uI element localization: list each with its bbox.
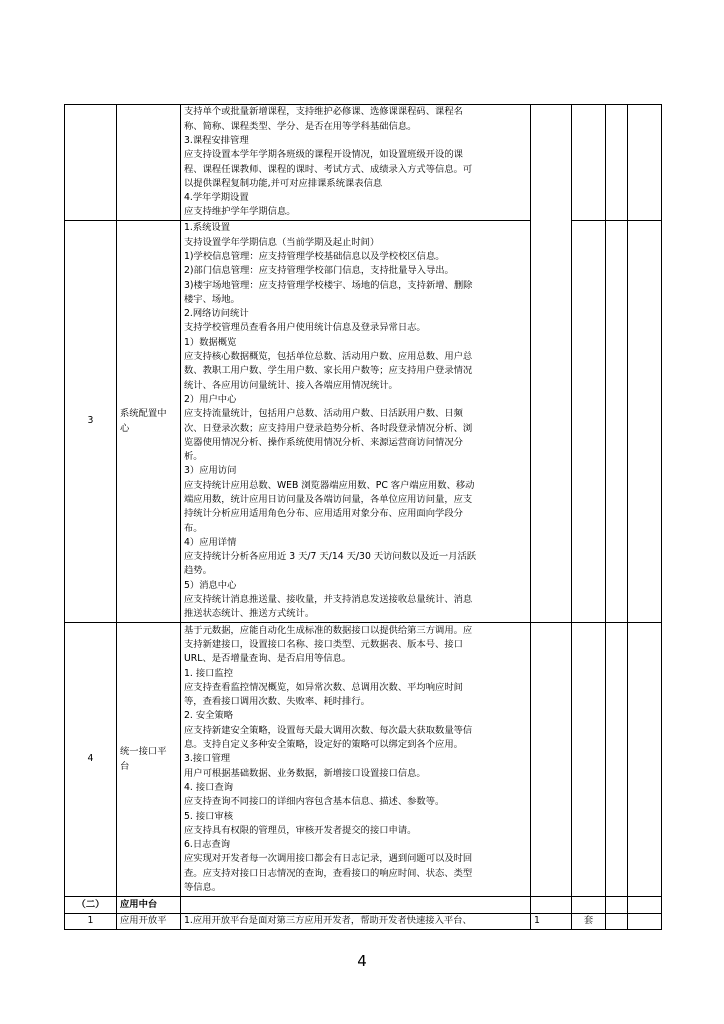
item-name-line: 心 [120,422,130,434]
description-line: 称、简称、课程类型、学分、是否在用等学科基础信息。 [184,120,417,132]
extra-cell [628,623,662,897]
description-line: 以提供课程复制功能,并可对应排课系统课表信息 [184,177,383,189]
description-line: 应支持查询不同接口的详细内容包含基本信息、描述、参数等。 [184,796,445,808]
table-row [65,221,662,623]
item-description-cell [181,221,531,623]
description-line: 4.学年学期设置 [184,192,249,204]
description-line: 览器使用情况分析、操作系统使用情况分析、来源运营商访问情况分 [184,436,463,448]
quantity-cell [531,623,572,897]
item-number-cell: 4 [65,623,117,897]
extra-cell [628,221,662,623]
description-line: 支持新建接口，设置接口名称、接口类型、元数据表、版本号、接口 [184,638,463,650]
description-line: 息。支持自定义多种安全策略，设定好的策略可以绑定到各个应用。 [184,739,463,751]
description-line: 趋势。 [184,565,212,577]
description-line: 推送状态统计、推送方式统计。 [184,608,315,620]
description-line: 应支持统计应用总数、WEB 浏览器端应用数、PC 客户端应用数、移动 [184,479,475,491]
description-line: 2）用户中心 [184,393,237,405]
unit-cell [572,221,606,623]
section-number-cell: （二） [65,897,117,914]
extra-cell [628,914,662,930]
description-line: 应支持维护学年学期信息。 [184,206,296,218]
item-description-cell [181,105,531,221]
description-line: 用户可根据基础数据、业务数据，新增接口设置接口信息。 [184,767,426,779]
extra-cell [606,914,628,930]
description-line: 端应用数，统计应用日访问量及各端访问量，各单位应用访问量，应支 [184,493,473,505]
description-line: 2.网络访问统计 [184,308,249,320]
description-line: 5）消息中心 [184,579,237,591]
description-line: 4. 接口查询 [184,781,234,793]
table-row [65,623,662,897]
item-number-cell: 1 [65,914,117,930]
empty-cell [572,897,606,914]
description-line: 支持单个或批量新增课程，支持维护必修课、选修课课程码、课程名 [184,106,463,118]
description-line: 应支持新建安全策略，设置每天最大调用次数、每次最大获取数量等信 [184,724,473,736]
description-line: 应支持统计消息推送量、接收量，并支持消息发送接收总量统计、消息 [184,594,473,606]
item-description-cell [181,623,531,897]
description-line: 4）应用详情 [184,536,237,548]
item-number-cell: 3 [65,221,117,623]
description-line: 1）数据概览 [184,336,237,348]
description-line: 数、教职工用户数、学生用户数、家长用户数等；应支持用户登录情况 [184,365,473,377]
table-row [65,105,662,221]
empty-cell [181,897,531,914]
description-line: 1.应用开放平台是面对第三方应用开发者，帮助开发者快速接入平台、 [184,915,472,927]
unit-cell [572,623,606,897]
description-line: 5. 接口审核 [184,810,234,822]
extra-cell [606,105,628,221]
description-line: 3.课程安排管理 [184,134,249,146]
description-line: 2. 安全策略 [184,710,234,722]
spec-table [64,104,662,930]
empty-cell [606,897,628,914]
description-line: 1.系统设置 [184,222,231,234]
description-line: 应支持流量统计，包括用户总数、活动用户数、日活跃用户数、日频 [184,408,463,420]
item-name-cell [117,623,181,897]
item-name-line: 统一接口平 [120,746,167,758]
description-line: 支持设置学年学期信息（当前学期及起止时间） [184,236,380,248]
description-line: 应支持设置本学年学期各班级的课程开设情况，如设置班级开设的课 [184,149,463,161]
empty-cell [628,897,662,914]
unit-cell: 套 [572,914,606,930]
extra-cell [606,623,628,897]
description-line: 析。 [184,451,203,463]
description-line: 程、课程任课教师、课程的课时、考试方式、成绩录入方式等信息。可 [184,163,473,175]
description-line: 布。 [184,522,203,534]
description-line: 1. 接口监控 [184,667,234,679]
unit-cell [572,105,606,221]
description-line: 持统计分析应用适用角色分布、应用适用对象分布、应用面向学段分 [184,508,463,520]
item-name-cell [117,105,181,221]
description-line: 2)部门信息管理：应支持管理学校部门信息，支持批量导入导出。 [184,265,454,277]
description-line: 6.日志查询 [184,839,231,851]
table-row [65,914,662,930]
description-line: 1)学校信息管理：应支持管理学校基础信息以及学校校区信息。 [184,250,445,262]
description-line: 3.接口管理 [184,753,231,765]
description-line: 等，查看接口调用次数、失败率、耗时排行。 [184,696,370,708]
item-name-cell [117,221,181,623]
description-line: 应支持查看监控情况概览，如异常次数、总调用次数、平均响应时间 [184,681,463,693]
description-line: URL、是否增量查询、是否启用等信息。 [184,653,352,665]
description-line: 统计、各应用访问量统计、接入各端应用情况统计。 [184,379,398,391]
item-name-line: 台 [120,760,130,772]
description-line: 次、日登录次数；应支持用户登录趋势分析、各时段登录情况分析、浏 [184,422,473,434]
description-line: 应支持具有权限的管理员，审核开发者提交的接口申请。 [184,824,417,836]
description-line: 查。应支持对接口日志情况的查询，查看接口的响应时间、状态、类型 [184,867,473,879]
description-line: 应支持统计分析各应用近 3 天/7 天/14 天/30 天访问数以及近一月活跃 [184,551,477,563]
description-line: 应支持核心数据概览，包括单位总数、活动用户数、应用总数、用户总 [184,351,473,363]
description-line: 楼宇、场地。 [184,293,240,305]
item-name-line: 系统配置中 [120,408,167,420]
quantity-cell [531,105,572,623]
extra-cell [606,221,628,623]
description-line: 支持学校管理员查看各用户使用统计信息及登录异常日志。 [184,322,426,334]
description-line: 基于元数据，应能自动化生成标准的数据接口以提供给第三方调用。应 [184,624,473,636]
description-line: 应实现对开发者每一次调用接口都会有日志记录，遇到问题可以及时回 [184,853,473,865]
extra-cell [628,105,662,221]
item-description-cell [181,914,531,930]
section-name-cell: 应用中台 [117,897,181,914]
quantity-cell: 1 [531,914,572,930]
section-header-row [65,897,662,914]
page-number: 4 [357,952,367,970]
description-line: 3)楼宇场地管理：应支持管理学校楼宇、场地的信息，支持新增、删除 [184,279,473,291]
item-name-cell: 应用开放平 [117,914,181,930]
description-line: 等信息。 [184,882,222,894]
empty-cell [531,897,572,914]
item-number-cell [65,105,117,221]
description-line: 3）应用访问 [184,465,237,477]
